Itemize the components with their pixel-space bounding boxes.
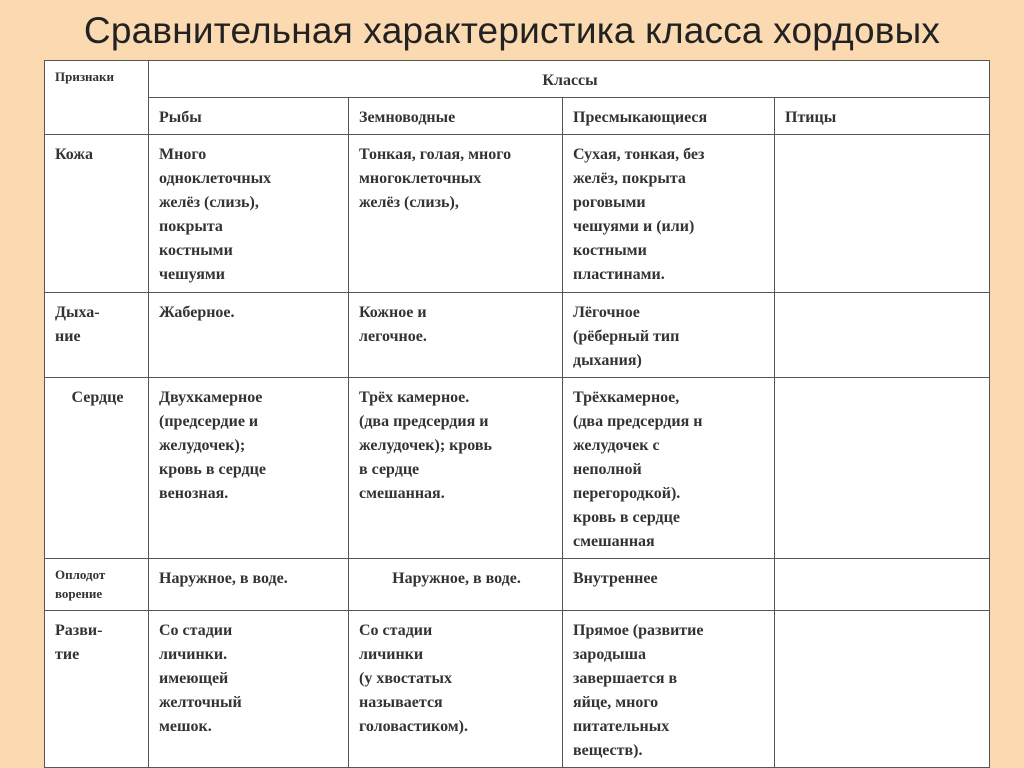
cell-heart-fish: Двухкамерное (предсердие и желудочек); кровь в сердце венозная.	[149, 378, 349, 559]
slide-title: Сравнительная характеристика класса хордовых	[83, 10, 941, 51]
cell-breathing-reptiles: Лёгочное (рёберный тип дыхания)	[563, 293, 775, 378]
column-header-birds: Птицы	[775, 98, 990, 135]
cell-fertilization-reptiles: Внутреннее	[563, 559, 775, 611]
row-label-fertilization: Оплодот ворение	[45, 559, 149, 611]
cell-skin-reptiles: Сухая, тонкая, без желёз, покрыта роговыми чешуями и (или) костными пластинами.	[563, 135, 775, 293]
comparison-table	[44, 60, 990, 768]
cell-development-fish: Со стадии личинки. имеющей желточный мешок.	[149, 611, 349, 768]
column-header-fish: Рыбы	[149, 98, 349, 135]
table-row-development	[45, 611, 990, 768]
table-row-heart	[45, 378, 990, 559]
cell-heart-birds	[775, 378, 990, 559]
header-row-classes	[45, 61, 990, 98]
cell-development-birds	[775, 611, 990, 768]
cell-breathing-fish: Жаберное.	[149, 293, 349, 378]
row-label-breathing: Дыха- ние	[45, 293, 149, 378]
cell-skin-amphibians: Тонкая, голая, много многоклеточных желёз (слизь),	[349, 135, 563, 293]
cell-skin-fish: Много одноклеточных желёз (слизь), покрыта костными чешуями	[149, 135, 349, 293]
cell-breathing-birds	[775, 293, 990, 378]
table-row-fertilization	[45, 559, 990, 611]
cell-fertilization-amphibians: Наружное, в воде.	[349, 559, 563, 611]
row-label-development: Разви- тие	[45, 611, 149, 768]
row-label-skin: Кожа	[45, 135, 149, 293]
row-label-heart: Сердце	[45, 378, 149, 559]
table-row-skin	[45, 135, 990, 293]
column-header-reptiles: Пресмыкающиеся	[563, 98, 775, 135]
cell-breathing-amphibians: Кожное и легочное.	[349, 293, 563, 378]
header-row-columns	[45, 98, 990, 135]
classes-header: Классы	[149, 61, 990, 98]
cell-fertilization-birds	[775, 559, 990, 611]
feature-header: Признаки	[45, 61, 149, 135]
cell-fertilization-fish: Наружное, в воде.	[149, 559, 349, 611]
cell-heart-amphibians: Трёх камерное. (два предсердия и желудочек); кровь в сердце смешанная.	[349, 378, 563, 559]
cell-development-reptiles: Прямое (развитие зародыша завершается в яйце, много питательных веществ).	[563, 611, 775, 768]
column-header-amphibians: Земноводные	[349, 98, 563, 135]
cell-skin-birds	[775, 135, 990, 293]
cell-heart-reptiles: Трёхкамерное, (два предсердия н желудочек с неполной перегородкой). кровь в сердце смешанная	[563, 378, 775, 559]
cell-development-amphibians: Со стадии личинки (у хвостатых называется головастиком).	[349, 611, 563, 768]
table-row-breathing	[45, 293, 990, 378]
